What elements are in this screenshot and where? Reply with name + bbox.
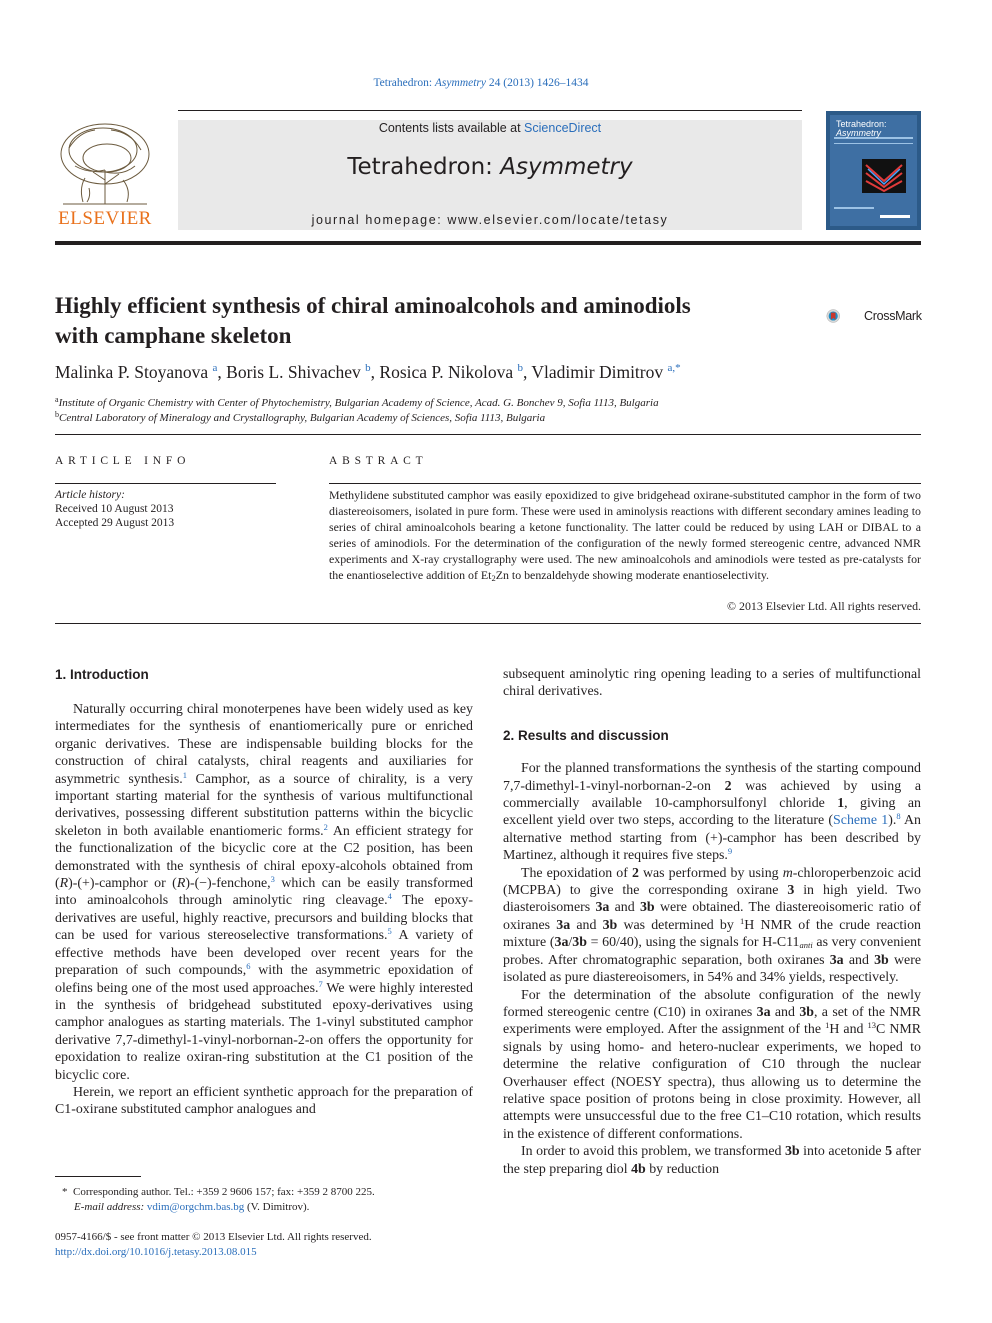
section-heading-results: 2. Results and discussion bbox=[503, 727, 669, 743]
doi-link[interactable]: http://dx.doi.org/10.1016/j.tetasy.2013.08.015 bbox=[55, 1246, 257, 1258]
crossmark-label[interactable]: CrossMark bbox=[864, 309, 922, 323]
article-info-heading: ARTICLE INFO bbox=[55, 455, 191, 467]
introduction-body: Naturally occurring chiral monoterpenes have been widely used as key intermediates for the synthesis of enantiomerically pure or enriched organic derivatives. These are indispensable building blocks for the construction of chiral catalysts, chiral reagents and auxiliaries for asymmetric synthesis.$^1$ Camphor, as a source of chirality, is a very important starting material for the synthesis of various multifunctional derivatives, possessing different substitution patterns within the bicyclic skeleton in both available enantiomeric forms.$^2$ An efficient strategy for the functionalization of the bicyclic core at the C2 position, has been demonstrated with the synthesis of chiral epoxy-alcohols obtained from (R)-(+)-camphor or (R)-(−)-fenchone,$^3$ which can be easily transformed into aminoalcohols through aminolytic ring cleavage.$^4$ The epoxy-derivatives are useful, highly reactive, precursors and building blocks that can be used for various stereoselective transformations.$^5$ A variety of effective methods have been developed over recent years for the preparation of such compounds,$^6$ with the asymmetric epoxidation of olefins being one of the most used approaches.$^7$ We were highly interested in the synthesis of bridgehead substituted epoxy-derivatives using camphor analogues as starting materials. The 1-vinyl substituted camphor derivative 7,7-dimethyl-1-vinyl-norbornan-2-on offers the opportunity for epoxidation to realize oxiran-ring substitution at the C1 position of the bicyclic core. Herein, we report an efficient synthetic approach for the preparation of C1-oxirane substituted camphor analogues and bbox=[55, 702, 474, 1118]
contents-line: Contents lists available at ScienceDirect bbox=[378, 121, 602, 135]
citation-ref[interactable]: 4 bbox=[387, 891, 392, 902]
author-email-link[interactable]: vdim@orgchm.bas.bg bbox=[146, 1201, 245, 1213]
author-affiliation-mark[interactable]: b bbox=[365, 362, 371, 374]
abstract-heading: ABSTRACT bbox=[329, 455, 428, 467]
abstract-copyright: © 2013 Elsevier Ltd. All rights reserved. bbox=[727, 599, 921, 613]
section-heading-introduction: 1. Introduction bbox=[55, 667, 149, 682]
citation-ref[interactable]: 9 bbox=[727, 846, 733, 857]
citation-ref[interactable]: 5 bbox=[387, 926, 392, 937]
sciencedirect-link[interactable]: ScienceDirect bbox=[524, 121, 602, 135]
results-body: subsequent aminolytic ring opening leading to a series of multifunctional chiral derivatives. 2. Results and discussion For the planned transformations the synthesis of the starting compound 7,7-dimethyl-1-vinyl-norbornan-2-on 2 was achieved by using a commercially available 10-camphorsulfonyl chloride 1, giving an excellent yield over two steps, according to the literature (Scheme 1).$^8$ An alternative method starting from (+)-camphor has been described by Martinez, although it requires five steps.$^9$ The epoxidation of 2 was performed by using m-chloroperbenzoic acid (MCPBA) to give the corresponding oxirane 3 in high yield. Two diasteroisomers 3a and 3b were obtained. The diastereoisomeric ratio of oxiranes 3a and 3b was determined by $^1$H NMR of the crude reaction mixture (3a/3b = 60/40), using the signals for $H-C11_{anti}$ as very convenient probes. After chromatographic separation, both oxiranes 3a and 3b were isolated as pure diastereoisomers, in 54% and 34% yields, respectively. For the determination of the absolute configuration of the newly formed stereogenic centre (C10) in oxiranes 3a and 3b, a set of the NMR experiments were employed. After the assignment of the $^1$H and $^{13}$C NMR signals by using homo- and hetero-nuclear experiments, we hoped to determine the relative configuration of C10 through the nuclear Overhauser effect (NOESY spectra), thus allowing us to determine the relative space position of protons being in close proximity. However, all attempts were unsuccessful due to the free C1–C10 rotation, which results in the existence of different conformations. In order to avoid this problem, we transformed 3b into acetonide 5 after the step preparing diol 4b by reduction bbox=[503, 667, 922, 1177]
divider bbox=[329, 483, 921, 484]
abstract-text: Methylidene substituted camphor was easily epoxidized to give bridgehead oxirane-substituted camphor in the form of two diastereoisomers, isolated in pure form. These were used in aminolysis reactions with different secondary amines leading to series of chiral aminoalcohols bearing a ketone functionality. The latter could be reduced by using LAH or DIBAL to a series of aminodiols. For the determination of the configuration of the newly formed stereogenic centre, advanced NMR experiments and X-ray crystallography were used. The new aminoalcohols and aminodiols were tested as pre-catalysts for the enantioselective addition of $Et_2Zn$ to benzaldehyde showing moderate enantioselectivity. bbox=[329, 488, 921, 583]
citation-ref[interactable]: 3 bbox=[270, 874, 275, 885]
masthead-top-rule bbox=[178, 110, 802, 111]
author-affiliation-mark[interactable]: a,* bbox=[667, 362, 681, 374]
affiliation-b: $^b$Central Laboratory of Mineralogy and Crystallography, Bulgarian Academy of Sciences, Sofia 1113, Bulgaria bbox=[55, 410, 546, 424]
author-name[interactable]: Rosica P. Nikolova bbox=[379, 362, 514, 382]
author-list: Malinka P. Stoyanova $^a$, Boris L. Shivachev $^b$, Rosica P. Nikolova $^b$, Vladimir Dimitrov $^{a,*}$ bbox=[55, 362, 681, 382]
journal-name: Tetrahedron: Asymmetry bbox=[347, 154, 633, 180]
journal-citation[interactable]: Tetrahedron: Asymmetry 24 (2013) 1426–1434 bbox=[373, 77, 589, 89]
author-affiliation-mark[interactable]: a bbox=[212, 362, 218, 374]
cover-title: Tetrahedron: Asymmetry bbox=[836, 119, 887, 138]
footnote-rule bbox=[55, 1176, 141, 1177]
issn-doi-block: 0957-4166/$ - see front matter © 2013 Elsevier Ltd. All rights reserved. http://dx.doi.org/10.1016/j.tetasy.2013.08.015 bbox=[55, 1230, 485, 1260]
crossmark-icon[interactable] bbox=[826, 297, 864, 335]
elsevier-wordmark: ELSEVIER bbox=[58, 208, 152, 229]
journal-cover[interactable] bbox=[826, 111, 921, 230]
divider bbox=[55, 483, 276, 484]
citation-ref[interactable]: 1 bbox=[182, 769, 187, 780]
author-name[interactable]: Vladimir Dimitrov bbox=[531, 362, 664, 382]
article-title: Highly efficient synthesis of chiral aminoalcohols and aminodiols with camphane skeleton bbox=[55, 293, 691, 348]
homepage-url[interactable]: www.elsevier.com/locate/tetasy bbox=[447, 213, 669, 227]
author-affiliation-mark[interactable]: b bbox=[517, 362, 523, 374]
corresponding-author-footnote: * Corresponding author. Tel.: +359 2 9606 157; fax: +359 2 8700 225. E-mail address: vdim@orgchm.bas.bg (V. Dimitrov). bbox=[62, 1186, 375, 1213]
scheme-1-link[interactable]: Scheme 1 bbox=[833, 813, 889, 829]
article-history: Article history: Received 10 August 2013 Accepted 29 August 2013 bbox=[55, 489, 175, 529]
citation-ref[interactable]: 7 bbox=[318, 978, 323, 989]
citation-ref[interactable]: 6 bbox=[246, 961, 251, 972]
author-name[interactable]: Malinka P. Stoyanova bbox=[55, 362, 209, 382]
affiliation-a: $^a$Institute of Organic Chemistry with Center of Phytochemistry, Bulgarian Academy of Science, Acad. G. Bonchev 9, Sofia 1113, Bulgaria bbox=[55, 395, 659, 409]
citation-ref[interactable]: 8 bbox=[896, 811, 901, 822]
divider bbox=[55, 434, 921, 435]
author-name[interactable]: Boris L. Shivachev bbox=[226, 362, 361, 382]
masthead-bottom-rule bbox=[55, 241, 921, 245]
divider bbox=[55, 623, 921, 624]
journal-homepage: journal homepage: www.elsevier.com/locate/tetasy bbox=[311, 213, 669, 227]
citation-ref[interactable]: 2 bbox=[323, 821, 328, 832]
